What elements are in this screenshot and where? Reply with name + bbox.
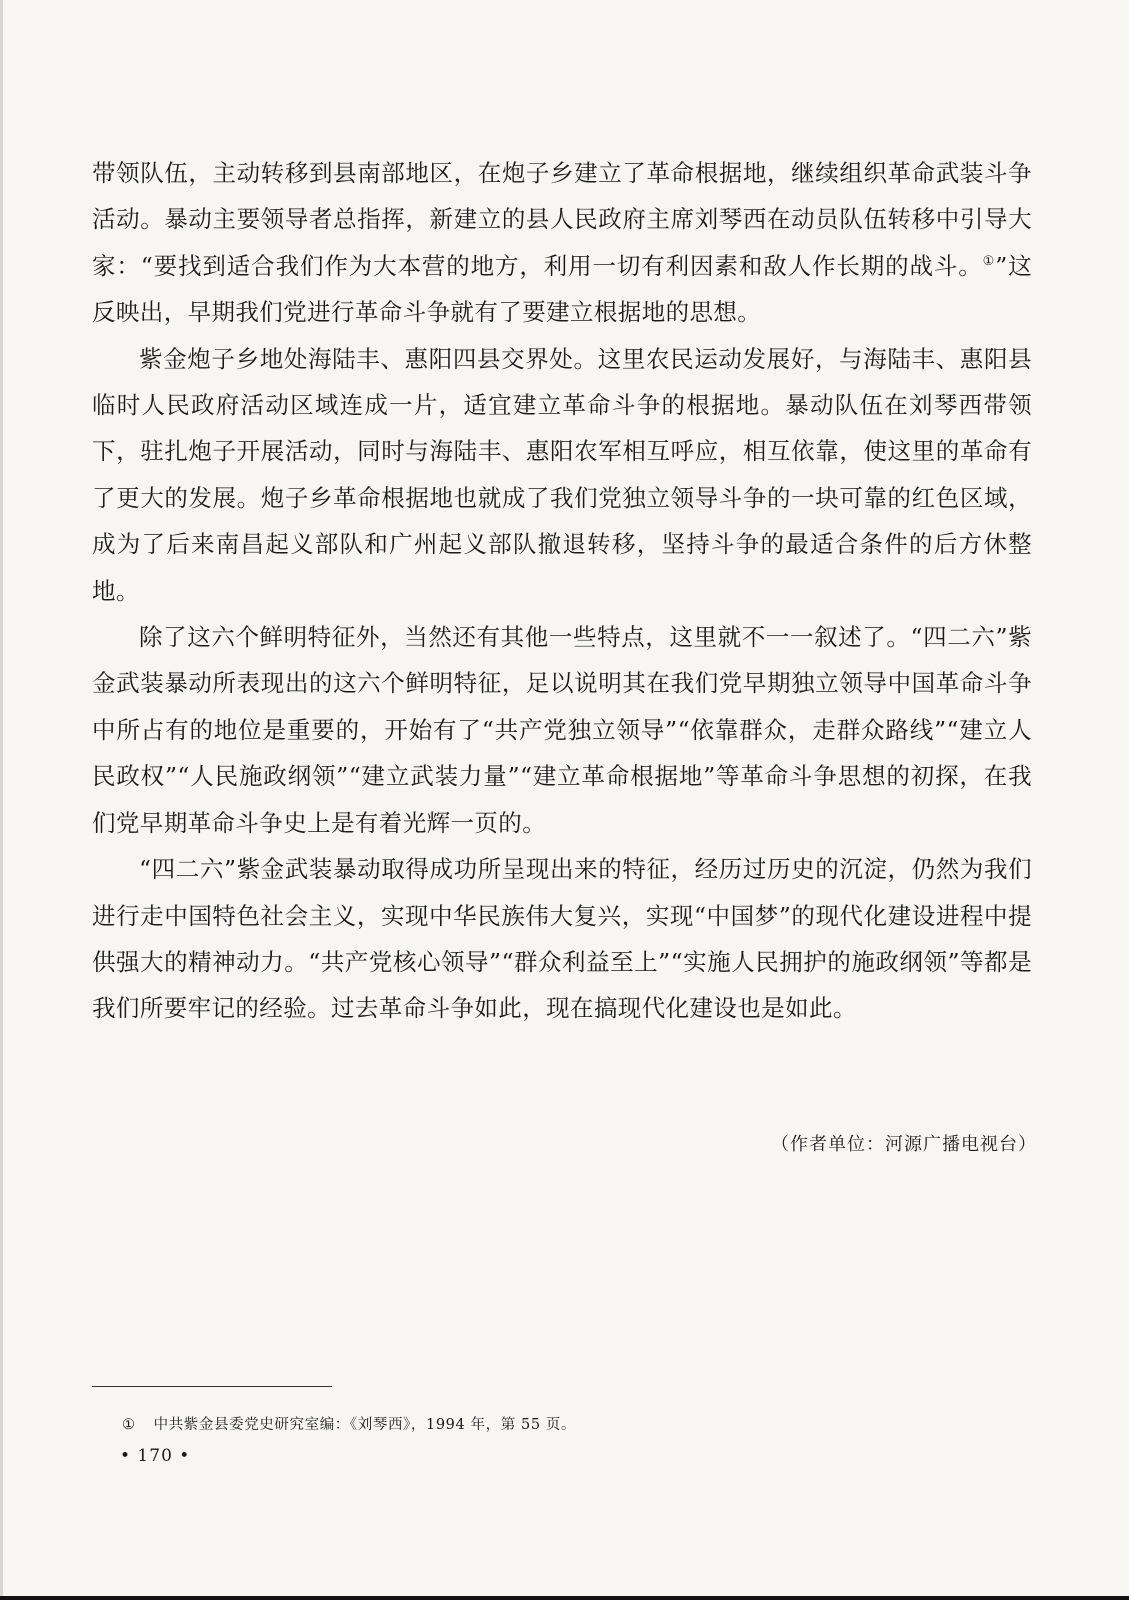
footnote [122, 1413, 576, 1434]
page-number: • 170 • [120, 1446, 191, 1466]
scan-bottom-edge [0, 1596, 1129, 1600]
paragraph-1 [92, 150, 1032, 336]
page-binding-edge [0, 0, 3, 1600]
paragraph-2: 紫金炮子乡地处海陆丰、惠阳四县交界处。这里农民运动发展好，与海陆丰、惠阳县临时人民政府活动区域连成一片，适宜建立革命斗争的根据地。暴动队伍在刘琴西带领下，驻扎炮子开展活动，同时与海陆丰、惠阳农军相互呼应，相互依靠，使这里的革命有了更大的发展。炮子乡革命根据地也就成了我们党独立领导斗争的一块可靠的红色区域，成为了后来南昌起义部队和广州起义部队撤退转移，坚持斗争的最适合条件的后方休整地。 [92, 344, 1032, 605]
paragraph-1-text-cont: ”这反映出，早期我们党进行革命斗争就有了要建立根据地的思想。 [92, 251, 1032, 327]
body-text [92, 150, 1032, 1032]
author-affiliation: （作者单位：河源广播电视台） [771, 1134, 1037, 1155]
paragraph-1-text: 带领队伍，主动转移到县南部地区，在炮子乡建立了革命根据地，继续组织革命武装斗争活动。暴动主要领导者总指挥，新建立的县人民政府主席刘琴西在动员队伍转移中引导大家：“要找到适合我们作为大本营的地方，利用一切有利因素和敌人作长期的战斗。 [92, 159, 1032, 280]
footnote-marker: ① [122, 1417, 136, 1433]
paragraph-3: 除了这六个鲜明特征外，当然还有其他一些特点，这里就不一一叙述了。“四二六”紫金武装暴动所表现出的这六个鲜明特征，足以说明其在我们党早期独立领导中国革命斗争中所占有的地位是重要的，开始有了“共产党独立领导”“依靠群众，走群众路线”“建立人民政权”“人民施政纲领”“建立武装力量”“建立革命根据地”等革命斗争思想的初探，在我们党早期革命斗争史上是有着光辉一页的。 [92, 623, 1032, 837]
footnote-reference: ① [982, 253, 996, 269]
footnote-text: 中共紫金县委党史研究室编：《刘琴西》，1994 年，第 55 页。 [153, 1417, 577, 1433]
paragraph-4: “四二六”紫金武装暴动取得成功所呈现出来的特征，经历过历史的沉淀，仍然为我们进行走中国特色社会主义，实现中华民族伟大复兴，实现“中国梦”的现代化建设进程中提供强大的精神动力。“共产党核心领导”“群众利益至上”“实施人民拥护的施政纲领”等都是我们所要牢记的经验。过去革命斗争如此，现在搞现代化建设也是如此。 [92, 855, 1032, 1023]
footnote-divider [92, 1386, 332, 1387]
